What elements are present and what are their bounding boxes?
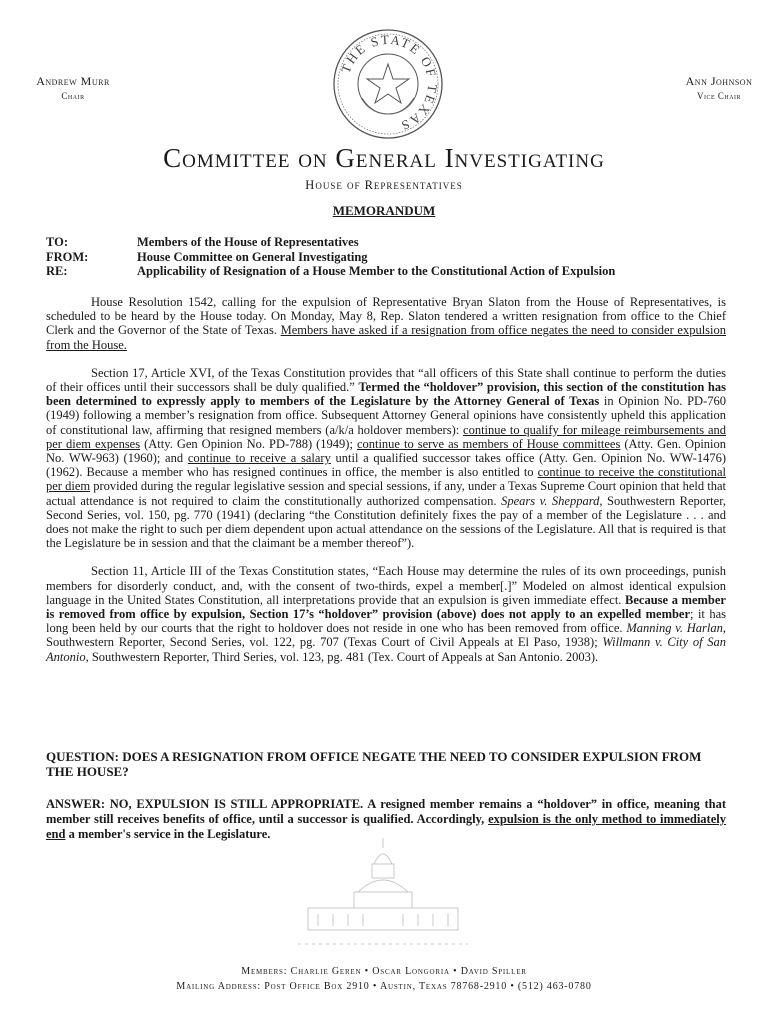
routing-block	[46, 235, 615, 279]
routing-from	[46, 250, 615, 265]
capitol-watermark-icon	[288, 834, 478, 954]
memo-title: MEMORANDUM	[332, 203, 436, 218]
text-run: A resigned member remains a “holdover” in office, meaning that member still receives benefits of office, until a successor is qualified. Accordingly,	[46, 797, 726, 826]
underlined-text: continue to receive the constitutional per diem	[46, 465, 726, 494]
routing-key: TO:	[46, 235, 68, 249]
paragraph-3	[46, 564, 726, 663]
text-run: Southwestern Reporter, Second Series, vol. 150, pg. 770 (1941) (declaring “the Constitution definitely fixes the pay of a member of the Legislature . . . and does not make the right to such per diem dependent upon actual attendance on the sessions of the Legislature. All that is required is that the Legislature be in session and that the claimant be a member thereof”).	[46, 493, 726, 551]
paragraph-1	[46, 295, 726, 352]
case-citation: Spears v. Sheppard,	[501, 493, 603, 508]
text-run: Southwestern Reporter, Second Series, vol. 122, pg. 707 (Texas Court of Civil Appeals at El Paso, 1938);	[46, 635, 603, 650]
vice-chair-name: Ann Johnson	[685, 74, 753, 88]
footer-members: Members: Charlie Geren • Oscar Longoria • David Spiller	[241, 966, 527, 977]
text-run: (Atty. Gen Opinion No. PD-788) (1949);	[140, 436, 357, 451]
underlined-text: continue to receive a salary	[187, 451, 331, 466]
committee-title: Committee on General Investigating	[163, 143, 605, 173]
chair-block	[28, 74, 118, 101]
routing-re	[46, 264, 615, 279]
text-run: Section 17, Article XVI, of the Texas Constitution provides that “all officers of this State shall continue to perform the duties of their offices until their successors shall be duly qualified.”	[46, 365, 726, 395]
house-subtitle: House of Representatives	[305, 178, 463, 192]
chair-name: Andrew Murr	[36, 74, 110, 88]
case-citation: Willmann v. City of San Antonio,	[46, 635, 727, 664]
routing-key: FROM:	[46, 249, 89, 264]
chair-title: Chair	[61, 91, 85, 101]
vice-chair-title: Vice Chair	[696, 91, 742, 101]
underlined-text: expulsion is the only method to immediately end	[46, 812, 726, 841]
text-run: Southwestern Reporter, Third Series, vol. 123, pg. 481 (Tex. Court of Appeals at San Antonio. 2003).	[88, 649, 599, 664]
bold-text: Termed the “holdover” provision, this section of the constitution has been determined to expressly apply to members of the Legislature by the Attorney General of Texas	[46, 380, 726, 409]
text-run: ; it has long been held by our courts that the right to holdover does not reside in one who has been removed from office.	[46, 607, 726, 636]
text-run: provided during the regular legislative session and special sessions, if any, under a Texas Supreme Court opinion that held that actual attendance is not required to claim the constitutionally authorized compensation.	[46, 479, 726, 508]
text-run: until a qualified successor takes office (Atty. Gen. Opinion No. WW-1476) (1962). Because a member who has resigned continues in office, the member is also entitled to	[46, 451, 726, 480]
text-run: (Atty. Gen. Opinion No. WW-963) (1960); and	[46, 436, 727, 466]
underlined-text: continue to qualify for mileage reimbursements and per diem expenses	[46, 422, 726, 451]
underlined-text: continue to serve as members of House committees	[356, 436, 621, 451]
seal-text: THE STATE OF TEXAS	[337, 31, 441, 134]
text-run: Section 11, Article III of the Texas Constitution states, “Each House may determine the rules of its own proceedings, punish members for disorderly conduct, and, with the consent of two-thirds, expel a member[.]” Modeled on almost identical expulsion language in the United States Constitution, all interpretations provide that an expulsion is given immediate effect.	[46, 564, 726, 607]
case-citation: Manning v. Harlan,	[626, 621, 726, 636]
routing-value: Members of the House of Representatives	[137, 235, 359, 249]
underlined-text: Members have asked if a resignation from office negates the need to consider expulsion from the House.	[46, 323, 726, 352]
text-run: House Resolution 1542, calling for the expulsion of Representative Bryan Slaton from the House of Representatives, is scheduled to be heard by the House today. On Monday, May 8, Rep. Slaton tendered a written resignation from office to the Chief Clerk and the Governor of the State of Texas.	[46, 295, 726, 338]
paragraph-2	[46, 366, 726, 551]
footer-address: Mailing Address: Post Office Box 2910 • Austin, Texas 78768-2910 • (512) 463-0780	[176, 981, 592, 992]
question-heading: QUESTION: DOES A RESIGNATION FROM OFFICE NEGATE THE NEED TO CONSIDER EXPULSION FROM THE HOUSE?	[46, 749, 702, 779]
routing-key: RE:	[46, 264, 68, 278]
vice-chair-block	[674, 74, 764, 101]
text-run: in Opinion No. PD-760 (1949) following a member’s resignation from office. Subsequent Attorney General opinions have consistently upheld this application of constitutional law, affirming that resigned members (a/k/a holdover members):	[46, 394, 726, 437]
routing-value: Applicability of Resignation of a House Member to the Constitutional Action of Expulsion	[137, 264, 616, 278]
answer-lead: ANSWER: NO, EXPULSION IS STILL APPROPRIATE.	[46, 797, 364, 811]
state-seal-icon	[332, 28, 444, 140]
routing-value: House Committee on General Investigating	[137, 249, 368, 264]
memo-body	[46, 295, 726, 678]
text-run: a member's service in the Legislature.	[65, 827, 271, 841]
bold-text: Because a member is removed from office by expulsion, Section 17’s “holdover” provision (above) does not apply to an expelled member	[46, 592, 726, 622]
routing-to	[46, 235, 615, 250]
